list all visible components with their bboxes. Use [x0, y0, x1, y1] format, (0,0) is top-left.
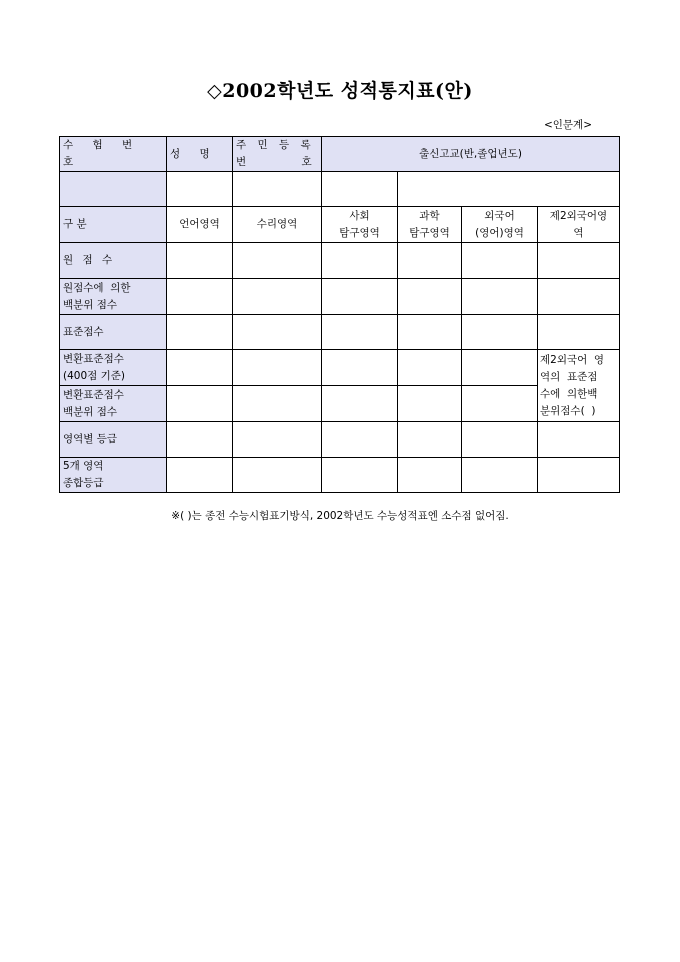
social-area-label: 사회 탐구영역: [322, 207, 398, 243]
score-cell: [167, 279, 233, 315]
language-area-label: 언어영역: [167, 207, 233, 243]
converted-percentile-label: 변환표준점수 백분위 점수: [60, 386, 167, 422]
score-cell: [167, 315, 233, 350]
score-cell: [462, 458, 538, 493]
score-cell: [398, 422, 462, 458]
exam-number-value: [60, 172, 167, 207]
score-cell: [538, 315, 620, 350]
grade-report-table: [59, 136, 620, 493]
school-label: 출신고교(반,졸업년도): [322, 137, 620, 172]
score-cell: [398, 315, 462, 350]
resident-number-label: 주 민 등 록 번 호: [233, 137, 322, 172]
score-cell: [462, 422, 538, 458]
score-cell: [167, 386, 233, 422]
score-cell: [538, 458, 620, 493]
foreign-language-area-label: 외국어 (영어)영역: [462, 207, 538, 243]
score-cell: [462, 350, 538, 386]
score-cell: [538, 243, 620, 279]
score-cell: [322, 243, 398, 279]
score-cell: [538, 422, 620, 458]
second-foreign-note: 제2외국어 영 역의 표준점 수에 의한백 분위점수( ): [538, 350, 620, 422]
score-cell: [398, 458, 462, 493]
score-cell: [322, 279, 398, 315]
score-cell: [398, 279, 462, 315]
score-cell: [233, 279, 322, 315]
score-cell: [322, 315, 398, 350]
score-cell: [167, 458, 233, 493]
score-cell: [233, 315, 322, 350]
document-category: <인문계>: [543, 119, 592, 131]
score-cell: [322, 350, 398, 386]
area-grade-label: 영역별 등급: [60, 422, 167, 458]
score-cell: [322, 386, 398, 422]
math-area-label: 수리영역: [233, 207, 322, 243]
score-cell: [233, 458, 322, 493]
score-cell: [398, 350, 462, 386]
total-grade-label: 5개 영역 종합등급: [60, 458, 167, 493]
score-cell: [322, 422, 398, 458]
school-year-value: [398, 172, 620, 207]
score-cell: [538, 279, 620, 315]
score-cell: [462, 279, 538, 315]
score-cell: [398, 243, 462, 279]
score-cell: [233, 422, 322, 458]
score-cell: [462, 243, 538, 279]
second-foreign-area-label: 제2외국어영 역: [538, 207, 620, 243]
converted-score-label: 변환표준점수 (400점 기준): [60, 350, 167, 386]
category-label: 구 분: [60, 207, 167, 243]
score-cell: [462, 386, 538, 422]
raw-percentile-label: 원점수에 의한 백분위 점수: [60, 279, 167, 315]
score-cell: [462, 315, 538, 350]
score-cell: [398, 386, 462, 422]
page-title: ◇2002학년도 성적통지표(안): [207, 80, 473, 102]
score-cell: [233, 386, 322, 422]
science-area-label: 과학 탐구영역: [398, 207, 462, 243]
score-cell: [167, 422, 233, 458]
name-label: 성 명: [167, 137, 233, 172]
standard-score-label: 표준점수: [60, 315, 167, 350]
score-cell: [167, 243, 233, 279]
score-cell: [322, 458, 398, 493]
score-cell: [233, 350, 322, 386]
raw-score-label: 원 점 수: [60, 243, 167, 279]
score-cell: [233, 243, 322, 279]
resident-number-value: [233, 172, 322, 207]
exam-number-label: 수 험 번 호: [60, 137, 167, 172]
footnote: ※( )는 종전 수능시험표기방식, 2002학년도 수능성적표엔 소수점 없어짐.: [171, 510, 509, 522]
name-value: [167, 172, 233, 207]
school-value: [322, 172, 398, 207]
score-cell: [167, 350, 233, 386]
